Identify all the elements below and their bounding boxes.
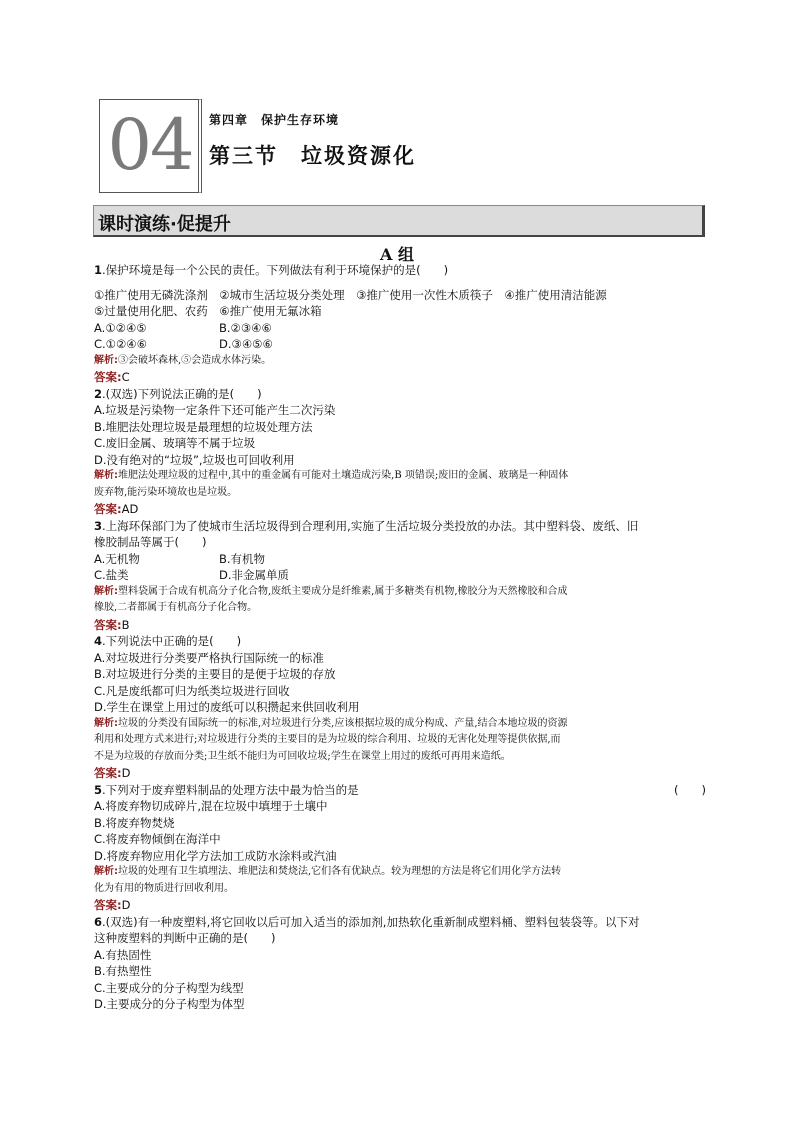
answer-value: D <box>121 766 131 780</box>
practice-banner-label: 课时演练·促提升 <box>98 214 231 235</box>
answer-label: 答案: <box>94 502 122 516</box>
question-2 <box>94 386 706 518</box>
answer-value: D <box>121 898 131 912</box>
analysis-label: 解析: <box>94 354 118 366</box>
question-stem: .(双选)下列说法正确的是( ) <box>102 386 262 401</box>
question-number: 2 <box>94 386 103 401</box>
answer-bracket: ( ) <box>674 782 706 797</box>
answer-value: B <box>121 617 130 632</box>
option-d: D.学生在课堂上用过的废纸可以积攒起来供回收利用 <box>94 700 360 714</box>
analysis-text: 利用和处理方式来进行;对垃圾进行分类的主要目的是为垃圾的综合利用、垃圾的无害化处理等提供依据,而 <box>94 734 561 745</box>
option-d: D.③④⑤⑥ <box>219 337 273 351</box>
question-1 <box>94 262 706 386</box>
option-d: D.主要成分的分子构型为体型 <box>94 997 245 1011</box>
answer-label: 答案: <box>94 766 122 780</box>
section-title: 第三节 垃圾资源化 <box>209 143 416 168</box>
option-c: C.废旧金属、玻璃等不属于垃圾 <box>94 436 256 450</box>
question-number: 6 <box>94 914 103 929</box>
question-items: ⑤过量使用化肥、农药 ⑥推广使用无氟冰箱 <box>94 304 322 318</box>
question-5 <box>94 782 706 914</box>
question-stem: 这种废塑料的判断中正确的是( ) <box>94 931 276 945</box>
answer-value: AD <box>121 502 139 516</box>
question-items: ①推广使用无磷洗涤剂 ②城市生活垃圾分类处理 ③推广使用一次性木质筷子 ④推广使用清洁能源 <box>94 287 607 302</box>
question-stem: .保护环境是每一个公民的责任。下列做法有利于环境保护的是( ) <box>102 263 449 277</box>
option-a: A.将废弃物切成碎片,混在垃圾中填埋于土壤中 <box>94 799 328 813</box>
option-a: A.有热固性 <box>94 947 152 962</box>
question-6 <box>94 914 706 1013</box>
group-title: A 组 <box>380 245 414 264</box>
analysis-text: 堆肥法处理垃圾的过程中,其中的重金属有可能对土壤造成污染,B 项错误;废旧的金属、玻璃是一种固体 <box>118 470 569 481</box>
analysis-label: 解析: <box>94 866 118 877</box>
question-list <box>94 262 706 1013</box>
analysis-text: 橡胶,二者都属于有机高分子化合物。 <box>94 602 258 613</box>
question-number: 1 <box>94 263 103 277</box>
analysis-text: ③会破坏森林,⑤会造成水体污染。 <box>118 354 272 366</box>
option-d: D.将废弃物应用化学方法加工成防水涂料或汽油 <box>94 848 337 863</box>
option-c: C.①②④⑥ <box>94 337 147 351</box>
option-c: C.凡是废纸都可归为纸类垃圾进行回收 <box>94 683 290 698</box>
option-b: B.堆肥法处理垃圾是最理想的垃圾处理方法 <box>94 419 313 434</box>
analysis-label: 解析: <box>94 585 118 597</box>
analysis-label: 解析: <box>94 717 118 729</box>
option-a: A.垃圾是污染物一定条件下还可能产生二次污染 <box>94 403 336 417</box>
option-c: C.主要成分的分子构型为线型 <box>94 980 244 995</box>
question-stem: .(双选)有一种废塑料,将它回收以后可加入适当的添加剂,加热软化重新制成塑料桶、塑料包装袋等。以下对 <box>102 914 640 929</box>
question-stem: .下列说法中正确的是( ) <box>102 634 242 648</box>
answer-value: C <box>121 370 130 384</box>
question-4 <box>94 633 706 782</box>
option-d: D.非金属单质 <box>219 568 290 582</box>
question-stem: .上海环保部门为了使城市生活垃圾得到合理利用,实施了生活垃圾分类投放的办法。其中塑料袋、废纸、旧 <box>102 518 639 533</box>
analysis-text: 不是为垃圾的存放而分类;卫生纸不能归为可回收垃圾;学生在课堂上用过的废纸可再用来造纸。 <box>94 750 511 762</box>
question-number: 4 <box>94 634 103 648</box>
option-b: B.②③④⑥ <box>219 320 272 335</box>
option-a: A.①②④⑤ <box>94 320 147 335</box>
option-b: B.有机物 <box>219 551 266 566</box>
answer-label: 答案: <box>94 370 122 384</box>
option-c: C.将废弃物倾倒在海洋中 <box>94 832 221 846</box>
option-b: B.将废弃物焚烧 <box>94 815 175 830</box>
analysis-text: 垃圾的分类没有国际统一的标准,对垃圾进行分类,应该根据垃圾的成分构成、产量,结合本地垃圾的资源 <box>118 717 568 729</box>
analysis-text: 塑料袋属于合成有机高分子化合物,废纸主要成分是纤维素,属于多糖类有机物,橡胶分为天然橡胶和合成 <box>118 585 568 597</box>
answer-label: 答案: <box>94 617 122 632</box>
chapter-title: 第四章 保护生存环境 <box>209 113 340 127</box>
option-b: B.有热塑性 <box>94 964 152 978</box>
chapter-number: 04 <box>107 104 193 186</box>
analysis-text: 化为有用的物质进行回收利用。 <box>94 882 234 894</box>
analysis-text: 废弃物,能污染环境故也是垃圾。 <box>94 486 238 498</box>
option-a: A.无机物 <box>94 551 140 566</box>
practice-banner <box>93 205 705 237</box>
option-b: B.对垃圾进行分类的主要目的是便于垃圾的存放 <box>94 667 336 681</box>
question-number: 3 <box>94 518 103 533</box>
answer-label: 答案: <box>94 898 122 912</box>
option-a: A.对垃圾进行分类要严格执行国际统一的标准 <box>94 650 324 665</box>
question-3 <box>94 518 706 634</box>
question-number: 5 <box>94 782 103 797</box>
option-d: D.没有绝对的“垃圾”,垃圾也可回收利用 <box>94 452 295 467</box>
question-stem: .下列对于废弃塑料制品的处理方法中最为恰当的是 <box>102 782 359 797</box>
option-c: C.盐类 <box>94 568 129 582</box>
analysis-text: 垃圾的处理有卫生填埋法、堆肥法和焚烧法,它们各有优缺点。较为理想的方法是将它们用化学方法转 <box>118 866 562 877</box>
analysis-label: 解析: <box>94 470 118 481</box>
question-stem: 橡胶制品等属于( ) <box>94 535 207 549</box>
